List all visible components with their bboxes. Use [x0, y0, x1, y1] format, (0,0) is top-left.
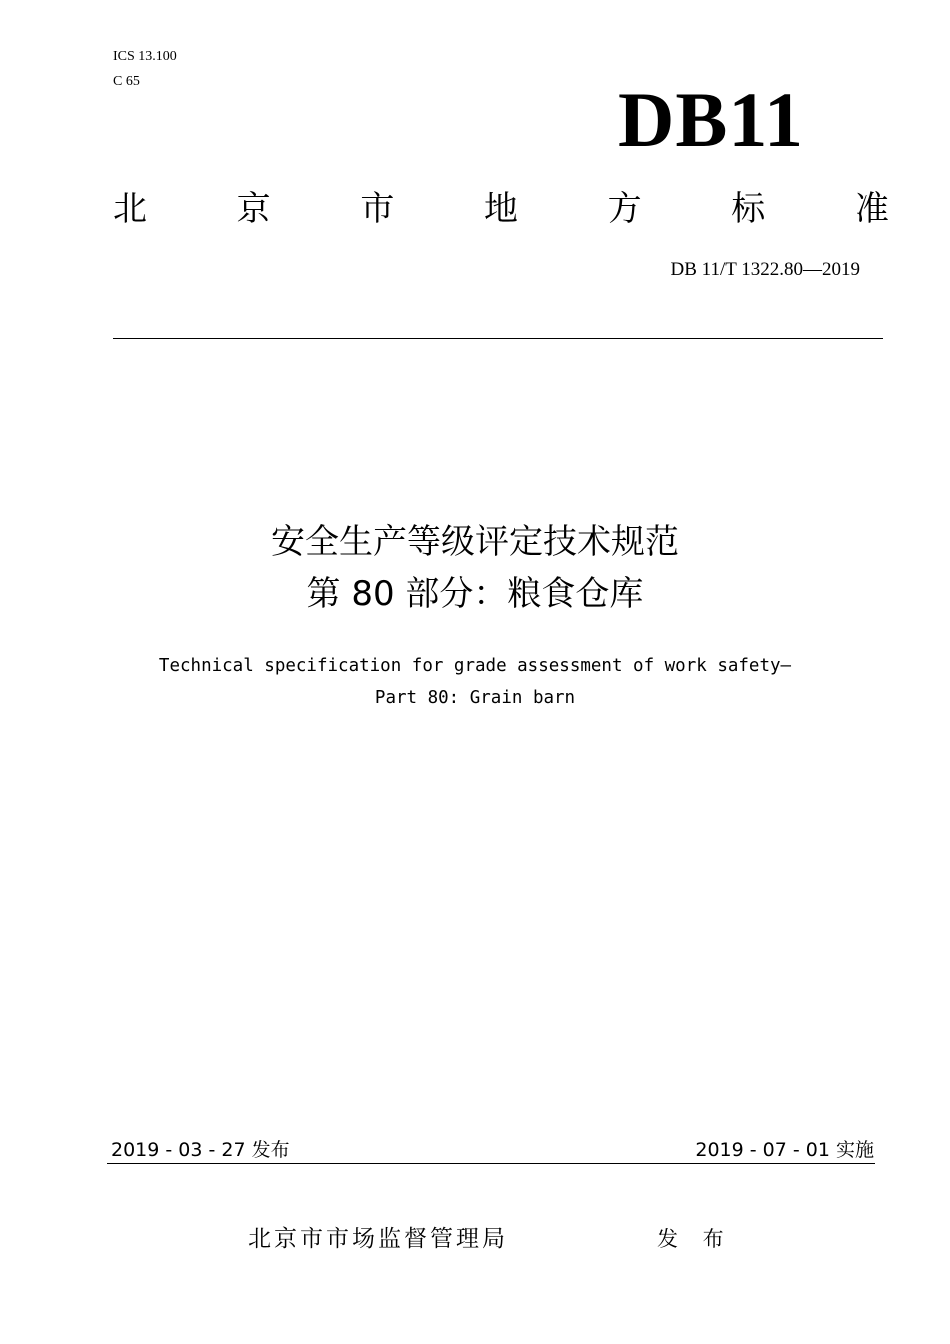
footer-divider — [107, 1163, 875, 1164]
header-divider — [113, 338, 883, 339]
implementation-date: 2019 - 07 - 01 实施 — [695, 1139, 874, 1161]
standard-number: DB 11/T 1322.80—2019 — [670, 259, 860, 280]
title-cn-line-1: 安全生产等级评定技术规范 — [271, 522, 679, 562]
standard-type-char: 市 — [360, 189, 395, 229]
standard-type-char: 地 — [483, 189, 518, 229]
standard-type-char: 方 — [607, 189, 642, 229]
ccs-code: C 65 — [113, 74, 140, 89]
standard-type-char: 准 — [854, 189, 889, 229]
standard-type-char: 京 — [236, 189, 271, 229]
title-en-line-1: Technical specification for grade assessment of work safety— — [158, 656, 792, 676]
standard-type-char: 标 — [731, 189, 766, 229]
issue-date: 2019 - 03 - 27 发布 — [111, 1139, 290, 1161]
title-cn-line-2: 第 80 部分：粮食仓库 — [306, 574, 644, 614]
publisher-name: 北京市市场监督管理局 — [248, 1226, 508, 1252]
publish-label: 发 布 — [657, 1227, 733, 1251]
standard-type-title — [113, 186, 889, 232]
title-en-line-2: Part 80: Grain barn — [374, 688, 576, 708]
standard-type-char: 北 — [113, 189, 147, 229]
ics-code: ICS 13.100 — [113, 49, 177, 64]
db11-logo: DB11 — [618, 76, 805, 163]
